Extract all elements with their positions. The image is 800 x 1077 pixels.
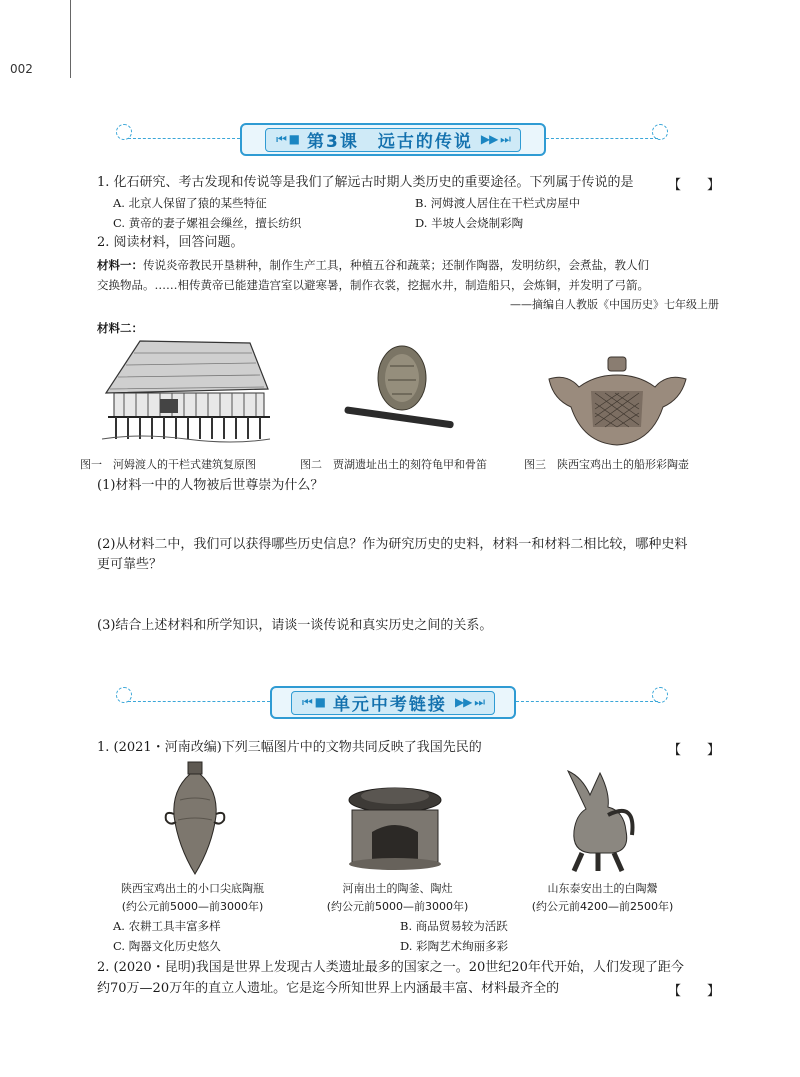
u1-option-b: B. 商品贸易较为活跃	[400, 919, 508, 933]
margin-line	[70, 0, 71, 78]
material2-label: 材料二：	[97, 321, 143, 335]
q1-option-a: A. 北京人保留了猿的某些特征	[113, 196, 267, 210]
material1-text-line1: 传说炎帝教民开垦耕种，制作生产工具，种植五谷和蔬菜；还制作陶器，发明纺织，会煮盐，教人们	[143, 258, 649, 272]
white-pottery-gui-image	[560, 765, 640, 875]
banner-right-line	[546, 138, 658, 139]
figure2-caption: 图二 贾湖遗址出土的刻符龟甲和骨笛	[300, 458, 487, 471]
rewind-icon: ⏮ ■	[301, 695, 325, 709]
pointed-bottle-image	[160, 760, 230, 878]
unit-banner-right-curl	[652, 687, 668, 703]
q2-sub2-line2: 更可靠些？	[97, 557, 163, 572]
forward-icon: ▶▶ ⏭	[454, 695, 485, 709]
artifact1-date: (约公元前5000—前3000年)	[121, 900, 264, 913]
banner-left-line	[128, 138, 240, 139]
material1-label: 材料一：	[97, 258, 143, 272]
artifact2-date: (约公元前5000—前3000年)	[326, 900, 469, 913]
unit-banner-left-line	[128, 701, 270, 702]
q1-answer-bracket: 【 】	[668, 178, 721, 193]
u2-line1: 2. (2020・昆明)我国是世界上发现古人类遗址最多的国家之一。20世纪20年代开始，人们发现了距今	[97, 960, 684, 975]
forward-icon: ▶▶ ⏭	[480, 132, 510, 146]
q1-option-d: D. 半坡人会烧制彩陶	[415, 216, 524, 230]
u2-line2: 约70万—20万年的直立人遗址。它是迄今所知世界上内涵最丰富、材料最齐全的	[97, 981, 560, 996]
stilt-house-image	[100, 335, 272, 443]
pot-stove-image	[340, 782, 450, 872]
q2-stem: 2. 阅读材料，回答问题。	[97, 235, 244, 250]
lesson-title: 第3课 远古的传说	[307, 132, 473, 152]
u1-option-d: D. 彩陶艺术绚丽多彩	[400, 939, 509, 953]
unit-banner-right-line	[516, 701, 658, 702]
q1-option-c: C. 黄帝的妻子嫘祖会缫丝，擅长纺织	[113, 216, 302, 230]
q2-sub1: (1)材料一中的人物被后世尊崇为什么？	[97, 478, 324, 493]
unit-banner	[270, 686, 516, 719]
turtle-shell-bone-flute-image	[340, 340, 455, 444]
artifact1-caption: 陕西宝鸡出土的小口尖底陶瓶	[121, 882, 264, 895]
material1-text-line2: 交换物品。……相传黄帝已能建造宫室以避寒暑，制作衣裳，挖掘水井，制造船只，会炼铜，并发明了弓箭。	[97, 278, 649, 292]
unit-title: 单元中考链接	[332, 695, 447, 715]
q1-stem: 1. 化石研究、考古发现和传说等是我们了解远古时期人类历史的重要途径。下列属于传说的是	[97, 175, 634, 190]
q2-sub3: (3)结合上述材料和所学知识，请谈一谈传说和真实历史之间的关系。	[97, 618, 493, 633]
artifact3-caption: 山东泰安出土的白陶鬶	[547, 882, 658, 895]
u1-stem: 1. (2021・河南改编)下列三幅图片中的文物共同反映了我国先民的	[97, 740, 482, 755]
u1-option-c: C. 陶器文化历史悠久	[113, 939, 221, 953]
artifact2-caption: 河南出土的陶釜、陶灶	[342, 882, 453, 895]
u1-option-a: A. 农耕工具丰富多样	[113, 919, 221, 933]
material1-source: ——摘编自人教版《中国历史》七年级上册	[510, 298, 719, 311]
rewind-icon: ⏮ ■	[276, 132, 300, 146]
lesson-banner	[240, 123, 546, 156]
u2-answer-bracket: 【 】	[668, 984, 721, 999]
u1-answer-bracket: 【 】	[668, 743, 721, 758]
page-number: 002	[10, 62, 33, 76]
figure3-caption: 图三 陕西宝鸡出土的船形彩陶壶	[524, 458, 689, 471]
banner-right-curl	[652, 124, 668, 140]
artifact3-date: (约公元前4200—前2500年)	[531, 900, 674, 913]
q2-sub2-line1: (2)从材料二中，我们可以获得哪些历史信息？作为研究历史的史料，材料一和材料二相比较，哪种史料	[97, 537, 688, 552]
boat-shaped-pot-image	[545, 355, 690, 450]
figure1-caption: 图一 河姆渡人的干栏式建筑复原图	[80, 458, 256, 471]
q1-option-b: B. 河姆渡人居住在干栏式房屋中	[415, 196, 581, 210]
